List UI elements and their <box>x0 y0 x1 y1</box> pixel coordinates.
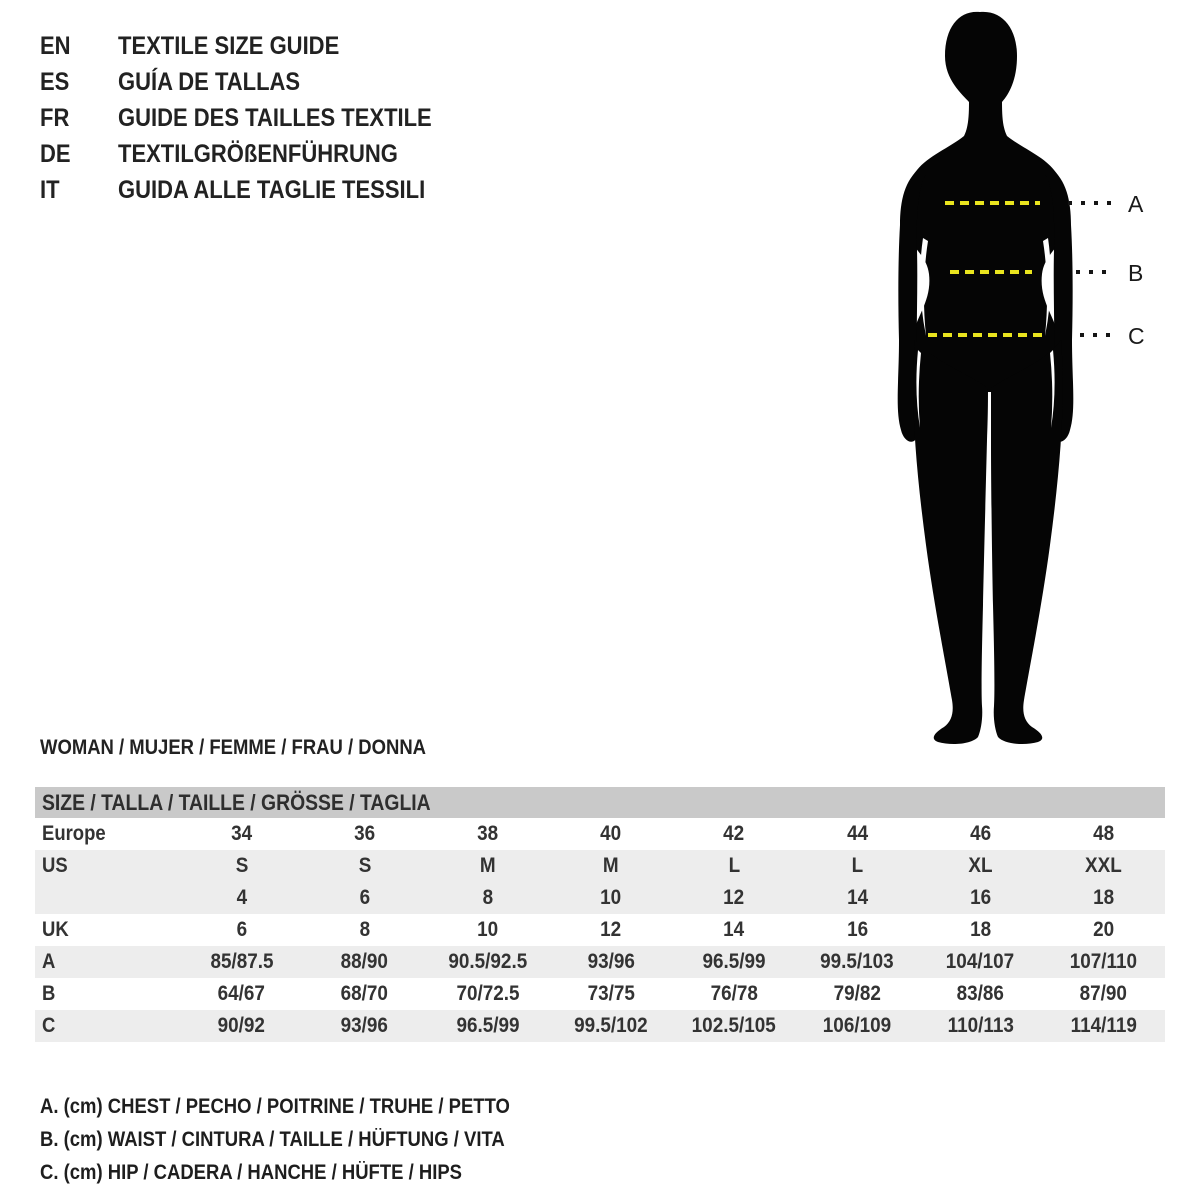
size-value: 8 <box>482 886 494 909</box>
language-title: GUIDA ALLE TAGLIE TESSILI <box>118 175 426 204</box>
size-value: 99.5/103 <box>820 950 894 973</box>
table-row-hip-c <box>35 1010 1165 1042</box>
table-row-us-letters <box>35 850 1165 882</box>
measurement-figure-svg <box>890 0 1200 750</box>
chest-marker-letter: A <box>1128 191 1144 217</box>
table-caption: WOMAN / MUJER / FEMME / FRAU / DONNA <box>40 736 427 759</box>
language-title: GUÍA DE TALLAS <box>118 67 301 96</box>
woman-silhouette-icon <box>898 12 1074 744</box>
size-value: 70/72.5 <box>456 982 520 1005</box>
size-value: 73/75 <box>587 982 635 1005</box>
row-label: UK <box>42 918 69 941</box>
size-value: 102.5/105 <box>692 1014 777 1037</box>
body-measurement-figure <box>890 0 1200 750</box>
row-label: C <box>42 1014 56 1037</box>
language-title: TEXTILGRÖßENFÜHRUNG <box>118 139 398 168</box>
table-row-chest-a <box>35 946 1165 978</box>
size-value: 85/87.5 <box>210 950 274 973</box>
size-value: 88/90 <box>341 950 389 973</box>
table-row-us-numbers <box>35 882 1165 914</box>
row-label: B <box>42 982 56 1005</box>
size-value: 107/110 <box>1069 950 1138 973</box>
size-value: XXL <box>1085 854 1122 877</box>
size-value: 104/107 <box>946 950 1015 973</box>
language-code: EN <box>40 31 71 60</box>
size-value: 87/90 <box>1079 982 1128 1005</box>
size-value: 99.5/102 <box>574 1014 648 1037</box>
waist-marker-letter: B <box>1128 260 1144 286</box>
size-value: L <box>851 854 863 877</box>
size-value: 106/109 <box>823 1014 892 1037</box>
legend-chest: A. (cm) CHEST / PECHO / POITRINE / TRUHE / PETTO <box>40 1094 510 1118</box>
row-label: Europe <box>42 822 106 845</box>
size-value: 4 <box>236 886 247 909</box>
size-value: XL <box>968 854 993 877</box>
size-value: M <box>603 854 619 877</box>
size-value: 38 <box>477 822 499 845</box>
size-value: 42 <box>723 822 745 845</box>
size-value: 20 <box>1092 918 1114 941</box>
language-row-es <box>40 64 475 100</box>
size-value: S <box>235 854 248 877</box>
size-value: 93/96 <box>341 1014 389 1037</box>
language-code: ES <box>40 67 70 96</box>
size-value: 96.5/99 <box>456 1014 520 1037</box>
table-row-europe <box>35 818 1165 850</box>
size-value: 6 <box>236 918 247 941</box>
size-value: 46 <box>969 822 991 845</box>
size-value: 90.5/92.5 <box>448 950 528 973</box>
size-value: 6 <box>359 886 370 909</box>
legend-hip: C. (cm) HIP / CADERA / HANCHE / HÜFTE / HIPS <box>40 1160 463 1184</box>
size-value: 18 <box>969 918 991 941</box>
language-row-it <box>40 172 475 208</box>
language-code: FR <box>40 103 70 132</box>
size-value: 16 <box>846 918 868 941</box>
size-value: 48 <box>1092 822 1114 845</box>
size-value: S <box>358 854 371 877</box>
language-title: TEXTILE SIZE GUIDE <box>118 31 340 60</box>
size-value: 44 <box>846 822 868 845</box>
size-value: 10 <box>600 886 622 909</box>
measurement-legend <box>40 1090 574 1189</box>
size-value: 83/86 <box>956 982 1004 1005</box>
language-row-en <box>40 28 475 64</box>
size-value: 68/70 <box>341 982 389 1005</box>
size-value: 36 <box>354 822 376 845</box>
size-table-header: SIZE / TALLA / TAILLE / GRÖSSE / TAGLIA <box>35 787 1165 818</box>
hip-marker-letter: C <box>1128 323 1145 349</box>
size-value: 96.5/99 <box>702 950 766 973</box>
table-row-waist-b <box>35 978 1165 1010</box>
size-value: 79/82 <box>833 982 881 1005</box>
size-value: 12 <box>723 886 745 909</box>
language-code: DE <box>40 139 71 168</box>
size-table <box>35 787 1165 1042</box>
language-title: GUIDE DES TAILLES TEXTILE <box>118 103 432 132</box>
size-value: 34 <box>231 822 253 845</box>
language-row-de <box>40 136 475 172</box>
row-label: US <box>42 854 68 877</box>
size-value: 18 <box>1092 886 1114 909</box>
size-value: 64/67 <box>217 982 266 1005</box>
row-label: A <box>42 950 56 973</box>
size-value: 93/96 <box>587 950 635 973</box>
table-row-uk <box>35 914 1165 946</box>
size-value: M <box>479 854 496 877</box>
size-value: 14 <box>846 886 868 909</box>
size-value: 16 <box>969 886 991 909</box>
size-value: 12 <box>600 918 622 941</box>
language-code: IT <box>40 175 60 204</box>
size-value: 110/113 <box>947 1014 1014 1037</box>
language-row-fr <box>40 100 475 136</box>
legend-waist: B. (cm) WAIST / CINTURA / TAILLE / HÜFTUNG / VITA <box>40 1127 505 1151</box>
size-value: 14 <box>723 918 745 941</box>
size-value: 76/78 <box>710 982 758 1005</box>
language-title-list <box>40 28 475 208</box>
size-value: 40 <box>600 822 622 845</box>
size-value: 114/119 <box>1070 1014 1137 1037</box>
size-value: L <box>728 854 740 877</box>
size-value: 10 <box>477 918 499 941</box>
size-value: 90/92 <box>217 1014 266 1037</box>
size-value: 8 <box>359 918 370 941</box>
